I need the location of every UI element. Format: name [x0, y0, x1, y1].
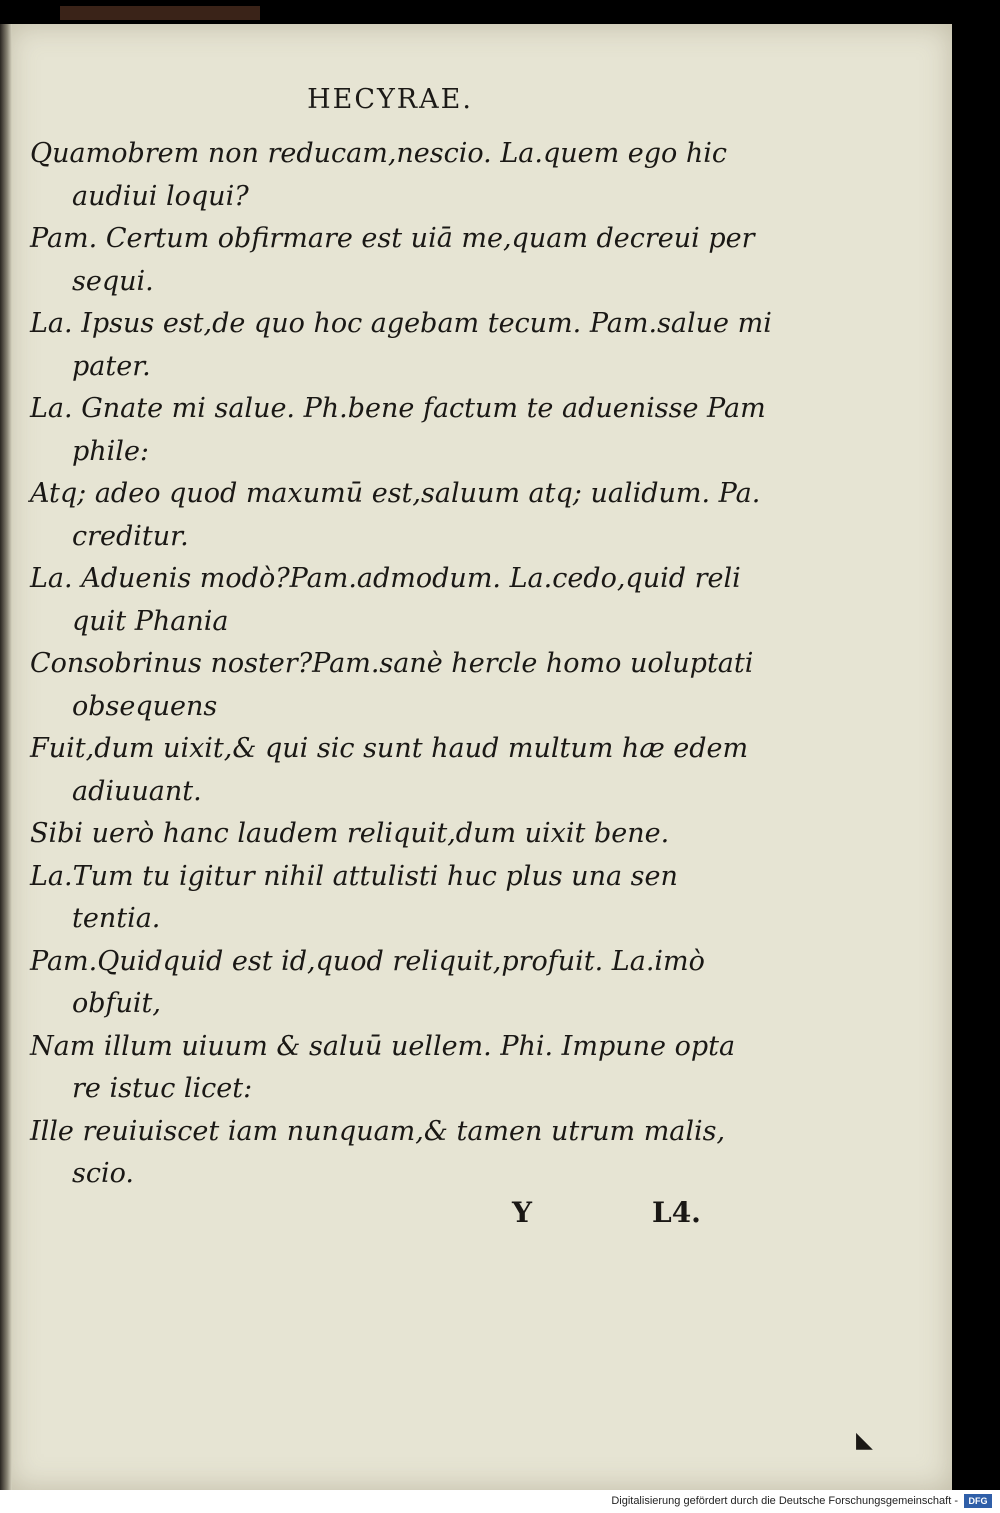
running-header: HECYRAE.	[307, 84, 473, 115]
text-block	[30, 133, 772, 1196]
text-line: Ille reuiuiscet iam nunquam,& tamen utrum malis,	[30, 1115, 726, 1147]
text-line: La. Gnate mi salue. Ph.bene factum te aduenisse Pam	[30, 393, 766, 424]
text-line: pater.	[72, 350, 151, 382]
text-line: adiuuant.	[72, 775, 202, 807]
text-line: tentia.	[72, 903, 161, 934]
text-line: Sibi uerò hanc laudem reliquit,dum uixit bene.	[30, 818, 670, 849]
footer-credit: Digitalisierung gefördert durch die Deutsche Forschungsgemeinschaft -	[611, 1495, 958, 1507]
text-line: obsequens	[72, 690, 218, 722]
text-line: Nam illum uiuum & saluū uellem. Phi. Impune opta	[30, 1030, 736, 1062]
text-line: Atq; adeo quod maxumū est,saluum atq; ualidum. Pa.	[30, 478, 761, 509]
text-line: La. Ipsus est,de quo hoc agebam tecum. Pam.salue mi	[30, 308, 772, 339]
text-line: quit Phania	[72, 605, 229, 637]
text-line: La.Tum tu igitur nihil attulisti huc plus una sen	[30, 860, 678, 892]
text-line: Pam. Certum obfirmare est uiā me,quam decreui per	[30, 223, 755, 254]
text-line: creditur.	[72, 520, 189, 552]
catchword: L4.	[652, 1196, 701, 1229]
ink-mark: ◣	[856, 1428, 873, 1453]
text-line: sequi.	[72, 265, 154, 297]
text-line: Consobrinus noster?Pam.sanè hercle homo uoluptati	[30, 648, 754, 679]
text-line: scio.	[72, 1158, 134, 1189]
book-cover-edge	[60, 6, 260, 20]
text-line: audiui loqui?	[72, 180, 249, 212]
text-line: Pam.Quidquid est id,quod reliquit,profuit. La.imò	[30, 945, 705, 977]
text-line: phile:	[72, 435, 150, 467]
text-line: obfuit,	[72, 988, 161, 1019]
text-line: Fuit,dum uixit,& qui sic sunt haud multum hæ edem	[30, 733, 749, 764]
text-line: Quamobrem non reducam,nescio. La.quem ego hic	[30, 138, 728, 169]
digitization-footer	[0, 1490, 1000, 1513]
text-line: re istuc licet:	[72, 1073, 253, 1104]
page-gutter-edge	[0, 24, 12, 1490]
text-line: La. Aduenis modò?Pam.admodum. La.cedo,quid reli	[30, 563, 741, 594]
dfg-logo[interactable]: DFG	[964, 1494, 992, 1508]
signature-mark: Y	[512, 1196, 532, 1229]
